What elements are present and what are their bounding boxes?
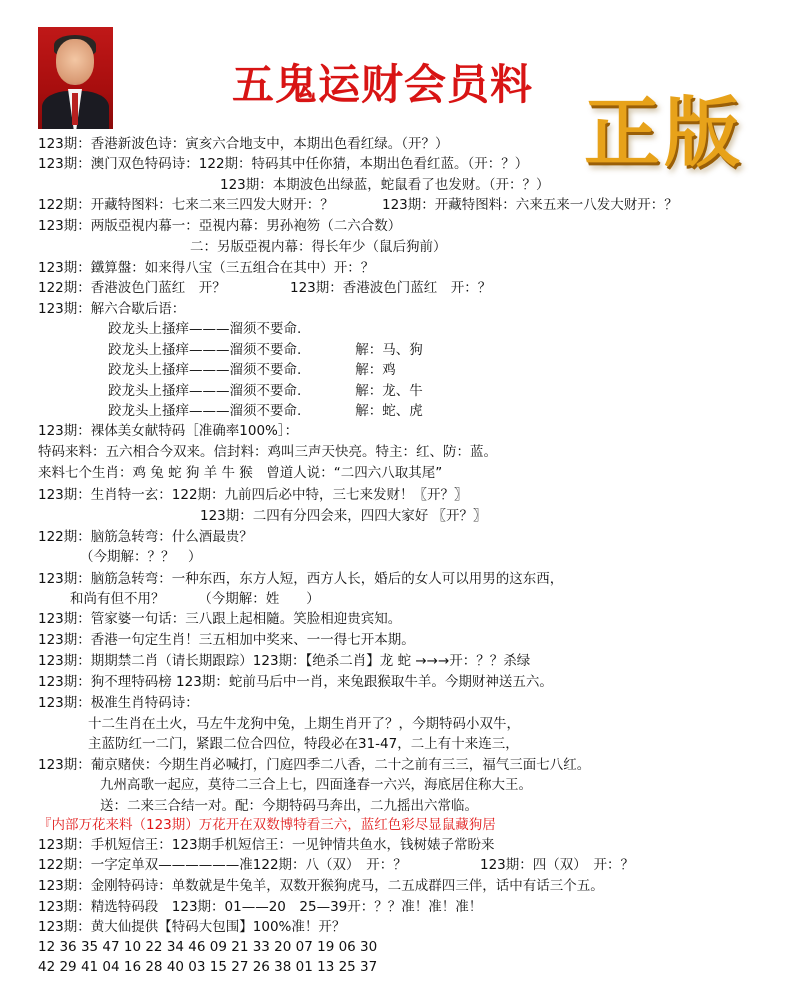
text-line: 123期：鐵算盤：如来得八宝（三五组合在其中）开：？ (38, 260, 375, 276)
text-line: 123期：精选特码段 123期：01——20 25—39开：？？准！准！准！ (38, 899, 483, 915)
text-line: 122期：香港波色门蓝红 开？ (38, 280, 226, 296)
page-title: 五鬼运财会员料 (232, 60, 534, 109)
text-line: 『内部万花来料（123期）万花开在双数博特看三六，蓝红色彩尽显鼠藏狗居 (38, 817, 496, 833)
text-line: 123期：澳门双色特码诗：122期：特码其中任你猜，本期出色看红蓝。（开：？） (38, 156, 529, 172)
text-line: 12 36 35 47 10 22 34 46 09 21 33 20 07 19 06 30 (38, 939, 378, 955)
text-line: 九州高歌一起应，莫待二三合上七，四面逢春一六兴，海底居住称大王。 (100, 777, 532, 793)
text-line: 跤龙头上搔痒———溜须不要命. 解：蛇、虎 (108, 403, 423, 419)
text-line: 123期：黄大仙提供【特码大包围】100%准！开？ (38, 919, 346, 935)
text-line: 二：另版亞視内幕：得长年少（鼠后狗前） (190, 239, 447, 255)
text-line: 123期：裸体美女献特码［准确率100%］： (38, 423, 299, 439)
text-line: 跤龙头上搔痒———溜须不要命. 解：鸡 (108, 362, 396, 378)
text-line: 跤龙头上搔痒———溜须不要命. (108, 321, 302, 337)
text-line: 123期：脑筋急转弯：一种东西，东方人短，西方人长，婚后的女人可以用男的这东西， (38, 571, 564, 587)
text-line: 123期：开藏特图料：六来五来一八发大财开：？ (382, 197, 678, 213)
text-line: 122期：脑筋急转弯：什么酒最贵？ (38, 529, 253, 545)
text-line: 送：二来三合结一对。配：今期特码马奔出，二九摇出六常临。 (100, 798, 478, 814)
authentic-stamp: 正版 (584, 88, 744, 177)
text-line: 123期：二四有分四会来，四四大家好 〖开？〗 (200, 508, 487, 524)
text-line: 跤龙头上搔痒———溜须不要命. 解：马、狗 (108, 342, 423, 358)
text-line: 十二生肖在土火，马左牛龙狗中兔，上期生肖开了？，今期特码小双牛， (88, 716, 520, 732)
text-line: 特码来料：五六相合今双来。信封料：鸡叫三声天快亮。特主：红、防：蓝。 (38, 444, 497, 460)
text-line: 122期：一字定单双——————准122期：八（双） 开：？ (38, 857, 407, 873)
portrait-photo (38, 27, 113, 129)
text-line: 123期：金刚特码诗：单数就是牛兔羊，双数开猴狗虎马，二五成群四三伴，话中有话三个五。 (38, 878, 604, 894)
text-line: 123期：两版亞視内幕一：亞視内幕：男孙袍笏（二六合数） (38, 218, 402, 234)
text-line: 123期：香港一句定生肖！三五相加中奖来、一一得七开本期。 (38, 632, 415, 648)
text-line: 123期：香港波色门蓝红 开：？ (290, 280, 492, 296)
text-line: 来料七个生肖：鸡 兔 蛇 狗 羊 牛 猴 曾道人说：“二四六八取其尾” (38, 465, 443, 481)
text-line: 42 29 41 04 16 28 40 03 15 27 26 38 01 13 25 37 (38, 959, 378, 975)
text-line: 123期：葡京赌侠：今期生肖必喊打，门庭四季二八香，二十之前有三三，福气三面七八红。 (38, 757, 591, 773)
text-line: 123期：解六合歇后语： (38, 301, 186, 317)
text-line: 跤龙头上搔痒———溜须不要命. 解：龙、牛 (108, 383, 423, 399)
text-line: （今期解：？？ ） (80, 549, 202, 565)
text-line: 123期：期期禁二肖（请长期跟踪）123期：【绝杀二肖】龙 蛇 →→→开：？？杀绿 (38, 653, 531, 669)
text-line: 和尚有但不用？ （今期解：姓 ） (70, 591, 320, 607)
text-line: 123期：手机短信王：123期手机短信王：一见钟情共鱼水，钱树婊子常盼来 (38, 837, 495, 853)
text-line: 123期：狗不理特码榜 123期：蛇前马后中一肖，来兔跟猴取牛羊。今期财神送五六。 (38, 674, 553, 690)
text-line: 123期：四（双） 开：？ (480, 857, 635, 873)
text-line: 123期：生肖特一玄：122期：九前四后必中特，三七来发财！〖开？〗 (38, 487, 468, 503)
text-line: 主蓝防红一二门，紧跟二位合四位，特段必在31-47，二上有十来连三， (88, 736, 519, 752)
text-line: 123期：本期波色出绿蓝，蛇鼠看了也发财。（开：？） (220, 177, 550, 193)
text-line: 123期：极准生肖特码诗： (38, 695, 199, 711)
text-line: 123期：香港新波色诗：寅亥六合地支中，本期出色看红绿。（开？） (38, 136, 449, 152)
text-line: 123期：管家婆一句话：三八跟上起相隨。笑脸相迎贵宾知。 (38, 611, 402, 627)
text-line: 122期：开藏特图料：七来二来三四发大财开：？ (38, 197, 334, 213)
